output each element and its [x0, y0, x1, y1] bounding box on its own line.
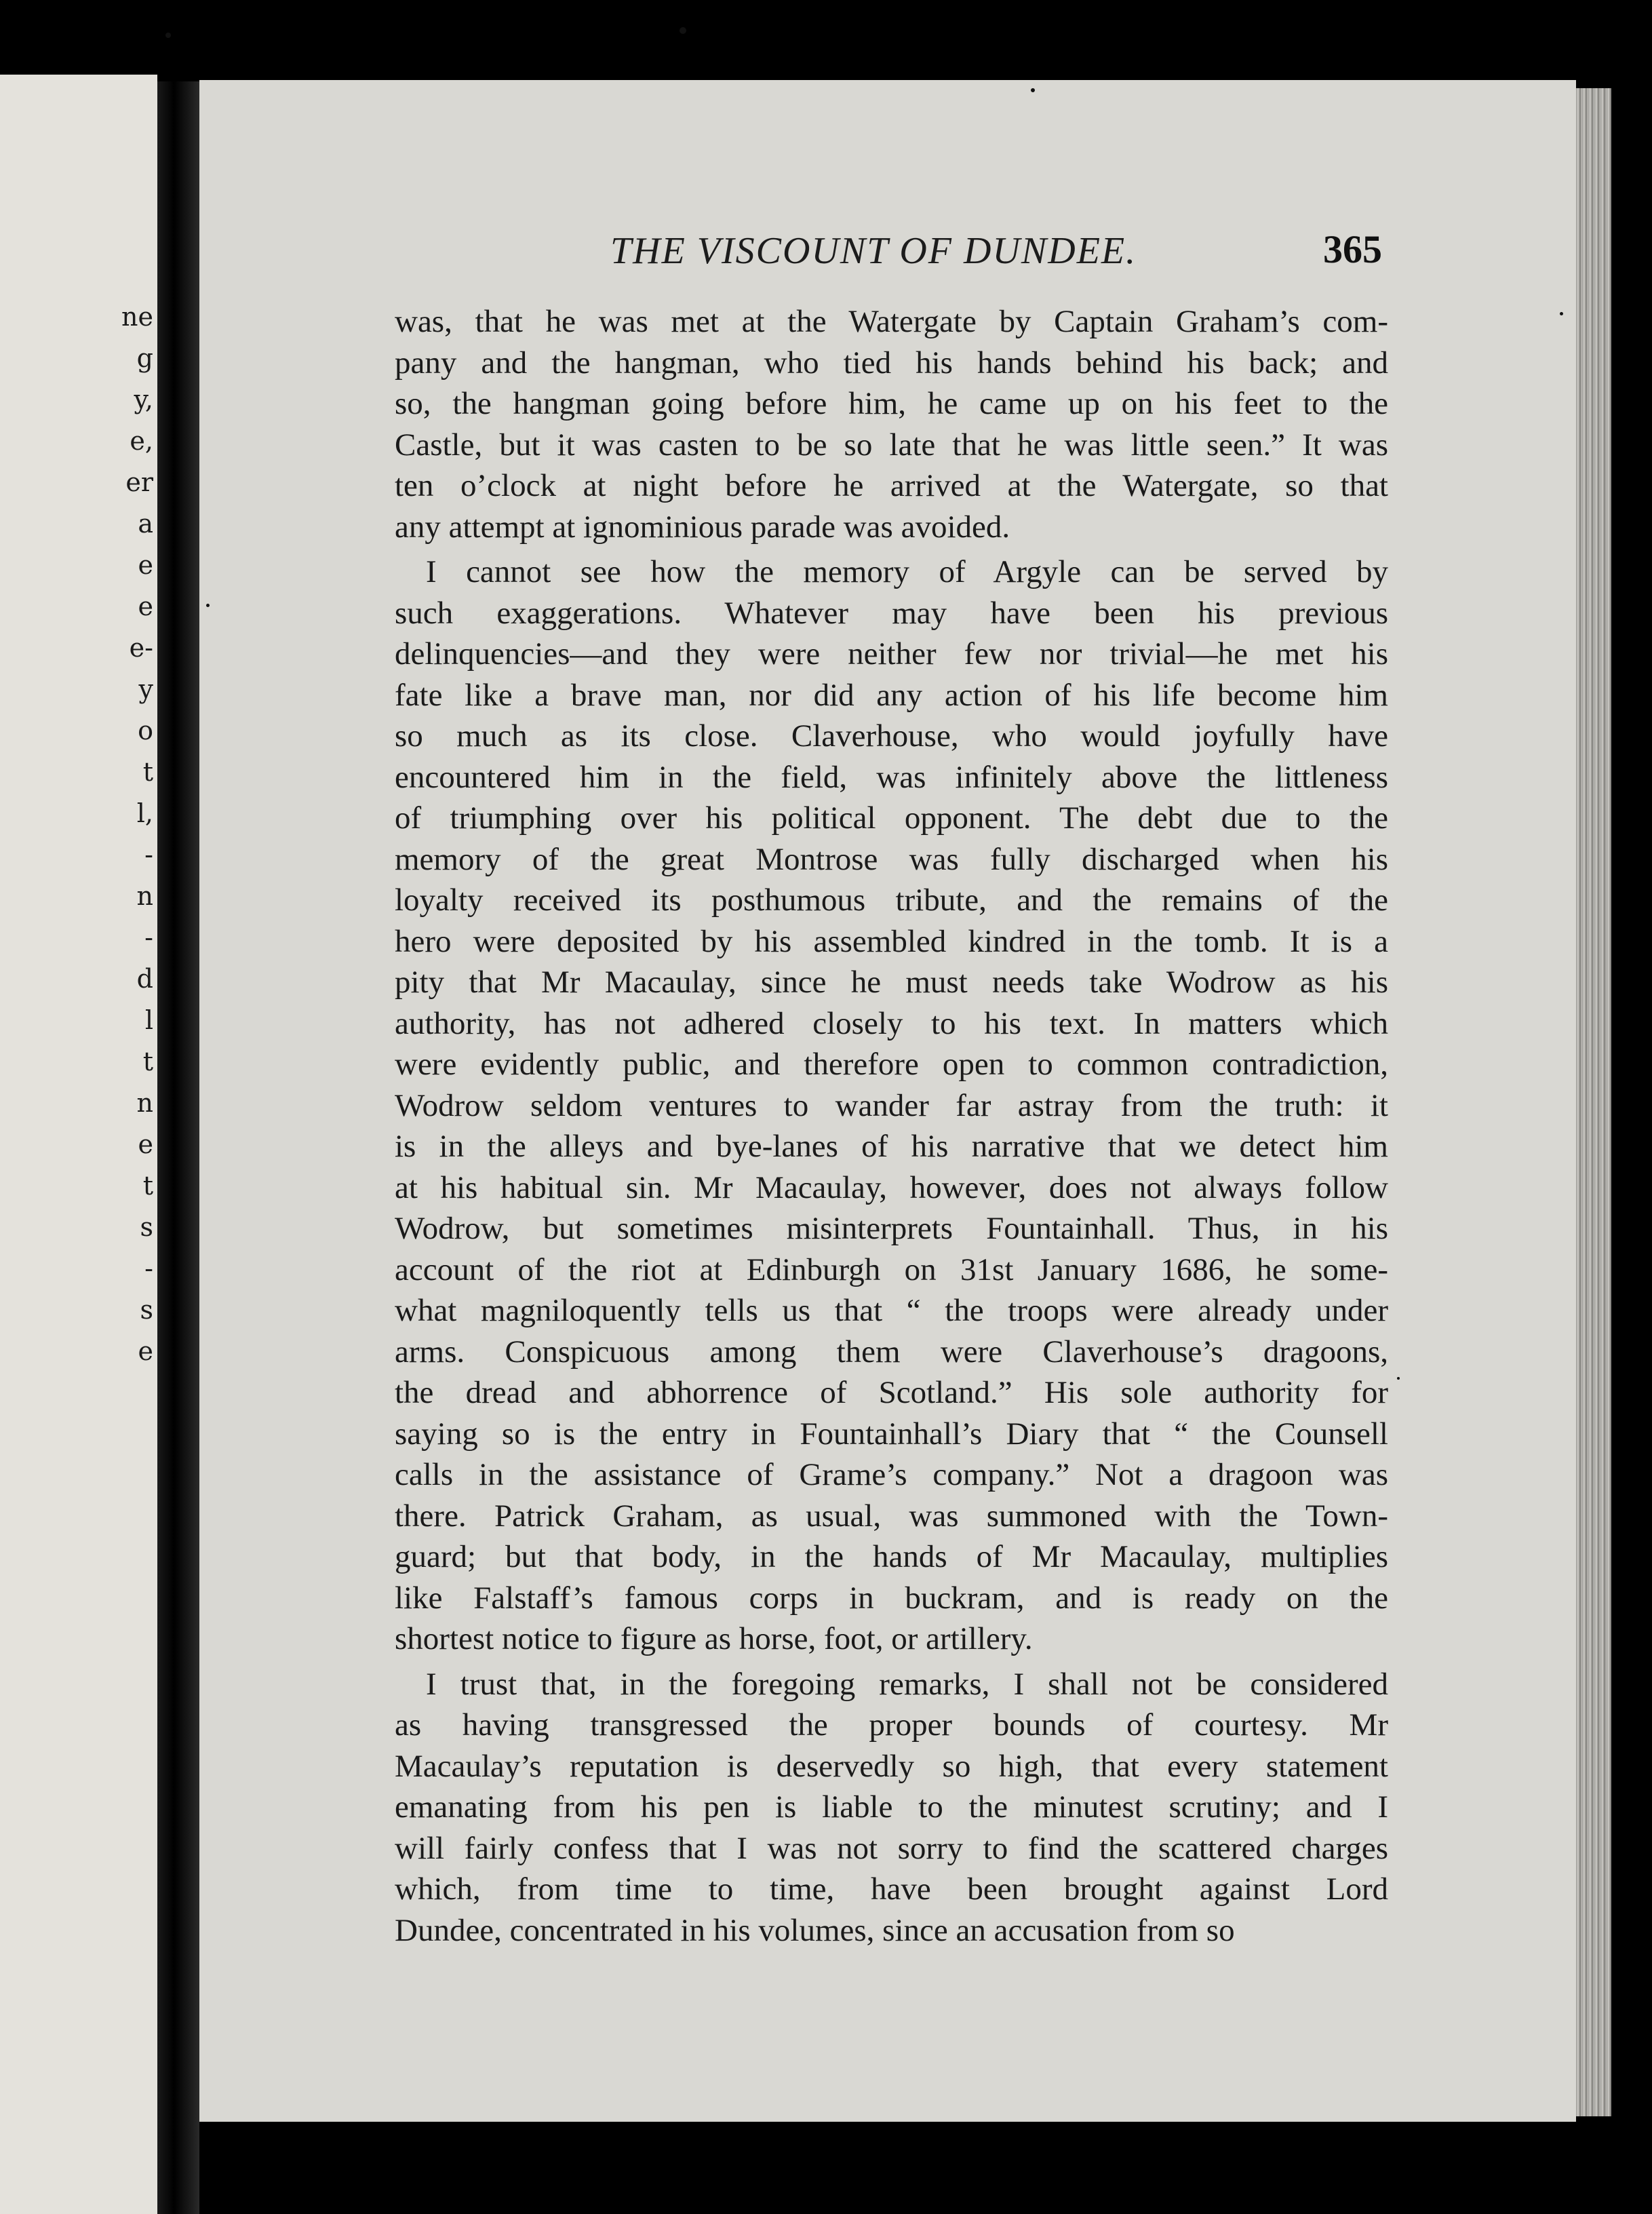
previous-page-fragment: t — [142, 1171, 153, 1201]
text-line: guard; but that body, in the hands of Mr Macaulay, multiplies — [395, 1539, 1388, 1574]
previous-page-fragment: - — [144, 922, 153, 952]
previous-page-fragment: e- — [129, 633, 153, 663]
previous-page-fragment: e, — [130, 426, 153, 456]
previous-page-fragment: e — [138, 591, 153, 621]
previous-page-fragment: - — [144, 840, 153, 870]
text-line: there. Patrick Graham, as usual, was summoned with the Town- — [395, 1498, 1388, 1534]
text-line: Dundee, concentrated in his volumes, since an accusation from so — [395, 1912, 1235, 1948]
previous-page-fragment: t — [142, 757, 153, 787]
previous-page-fragment: a — [138, 509, 153, 539]
text-line: what magniloquently tells us that “ the troops were already under — [395, 1293, 1388, 1328]
scan-speck — [680, 27, 686, 34]
text-line: fate like a brave man, nor did any action of his life become him — [395, 677, 1388, 713]
running-header — [407, 229, 1383, 277]
text-line: Castle, but it was casten to be so late that he was little seen.” It was — [395, 427, 1388, 463]
previous-page-fragment: s — [140, 1295, 153, 1325]
text-line: account of the riot at Edinburgh on 31st January 1686, he some- — [395, 1251, 1388, 1287]
text-line: is in the alleys and bye-lanes of his narrative that we detect him — [395, 1129, 1388, 1164]
scan-speck — [165, 33, 171, 38]
text-line: saying so is the entry in Fountainhall’s Diary that “ the Counsell — [395, 1416, 1388, 1452]
previous-page-fragment: g — [136, 343, 153, 373]
book-gutter — [157, 81, 199, 2214]
previous-page-fragment: l, — [136, 798, 153, 828]
text-line: I cannot see how the memory of Argyle can be served by — [426, 554, 1388, 589]
text-line: of triumphing over his political opponent. The debt due to the — [395, 800, 1388, 836]
running-title: THE VISCOUNT OF DUNDEE. — [610, 230, 1137, 272]
text-line: the dread and abhorrence of Scotland.” His sole authority for — [395, 1375, 1388, 1410]
previous-page-fragment: n — [136, 1088, 153, 1118]
previous-page-fragment: t — [142, 1047, 153, 1076]
previous-page-fragment: o — [138, 716, 153, 745]
paragraph — [395, 301, 1388, 547]
previous-page-fragment: - — [144, 1254, 153, 1283]
previous-page-fragment: e — [138, 550, 153, 580]
page-number: 365 — [1323, 227, 1382, 271]
text-line: was, that he was met at the Watergate by Captain Graham’s com- — [395, 304, 1388, 339]
scan-speck — [206, 604, 210, 607]
text-line: which, from time to time, have been brought against Lord — [395, 1871, 1388, 1907]
scan-speck — [1031, 88, 1035, 92]
text-line: so, the hangman going before him, he came up on his feet to the — [395, 386, 1388, 421]
previous-page-fragment: l — [144, 1005, 153, 1035]
scan-speck — [1397, 1377, 1400, 1380]
text-line: so much as its close. Claverhouse, who would joyfully have — [395, 718, 1388, 754]
text-line: as having transgressed the proper bounds of courtesy. Mr — [395, 1707, 1388, 1743]
text-line: authority, has not adhered closely to his text. In matters which — [395, 1005, 1388, 1041]
text-line: at his habitual sin. Mr Macaulay, however, does not always follow — [395, 1169, 1388, 1205]
paragraph — [395, 551, 1388, 1660]
text-line: hero were deposited by his assembled kindred in the tomb. It is a — [395, 923, 1388, 959]
text-line: pity that Mr Macaulay, since he must needs take Wodrow as his — [395, 965, 1388, 1000]
text-line: shortest notice to figure as horse, foot, or artillery. — [395, 1621, 1033, 1656]
scan-speck — [1560, 312, 1563, 315]
previous-page-fragment: e — [138, 1129, 153, 1159]
text-line: emanating from his pen is liable to the minutest scrutiny; and I — [395, 1789, 1388, 1825]
previous-page-fragment: ne — [121, 302, 153, 332]
previous-page-fragment: y — [138, 674, 153, 704]
previous-page-edge — [0, 75, 157, 2214]
text-line: will fairly confess that I was not sorry to find the scattered charges — [395, 1830, 1388, 1866]
page-stack-edge — [1576, 88, 1611, 2116]
text-line: memory of the great Montrose was fully discharged when his — [395, 841, 1388, 877]
text-line: ten o’clock at night before he arrived at the Watergate, so that — [395, 468, 1388, 503]
text-line: like Falstaff’s famous corps in buckram, and is ready on the — [395, 1580, 1388, 1616]
text-line: loyalty received its posthumous tribute, and the remains of the — [395, 882, 1388, 918]
previous-page-fragment: n — [136, 881, 153, 911]
previous-page-fragment: d — [136, 964, 153, 994]
previous-page-fragment: e — [138, 1336, 153, 1366]
text-line: delinquencies—and they were neither few nor trivial—he met his — [395, 636, 1388, 672]
text-line: Wodrow seldom ventures to wander far astray from the truth: it — [395, 1087, 1388, 1123]
text-line: Wodrow, but sometimes misinterprets Fountainhall. Thus, in his — [395, 1211, 1388, 1246]
paragraph — [395, 1664, 1388, 1951]
text-line: arms. Conspicuous among them were Claverhouse’s dragoons, — [395, 1334, 1388, 1370]
text-line: calls in the assistance of Grame’s company.” Not a dragoon was — [395, 1457, 1388, 1492]
text-line: pany and the hangman, who tied his hands behind his back; and — [395, 345, 1388, 381]
previous-page-fragment: s — [140, 1212, 153, 1242]
text-line: were evidently public, and therefore open to common contradiction, — [395, 1047, 1388, 1082]
text-line: I trust that, in the foregoing remarks, I shall not be considered — [426, 1666, 1388, 1702]
text-line: such exaggerations. Whatever may have been his previous — [395, 595, 1388, 631]
previous-page-fragment: er — [125, 467, 153, 497]
body-text — [395, 301, 1388, 1951]
text-line: encountered him in the field, was infinitely above the littleness — [395, 759, 1388, 795]
text-line: any attempt at ignominious parade was avoided. — [395, 509, 1010, 545]
text-line: Macaulay’s reputation is deservedly so high, that every statement — [395, 1748, 1388, 1784]
previous-page-fragment: y, — [134, 385, 153, 414]
